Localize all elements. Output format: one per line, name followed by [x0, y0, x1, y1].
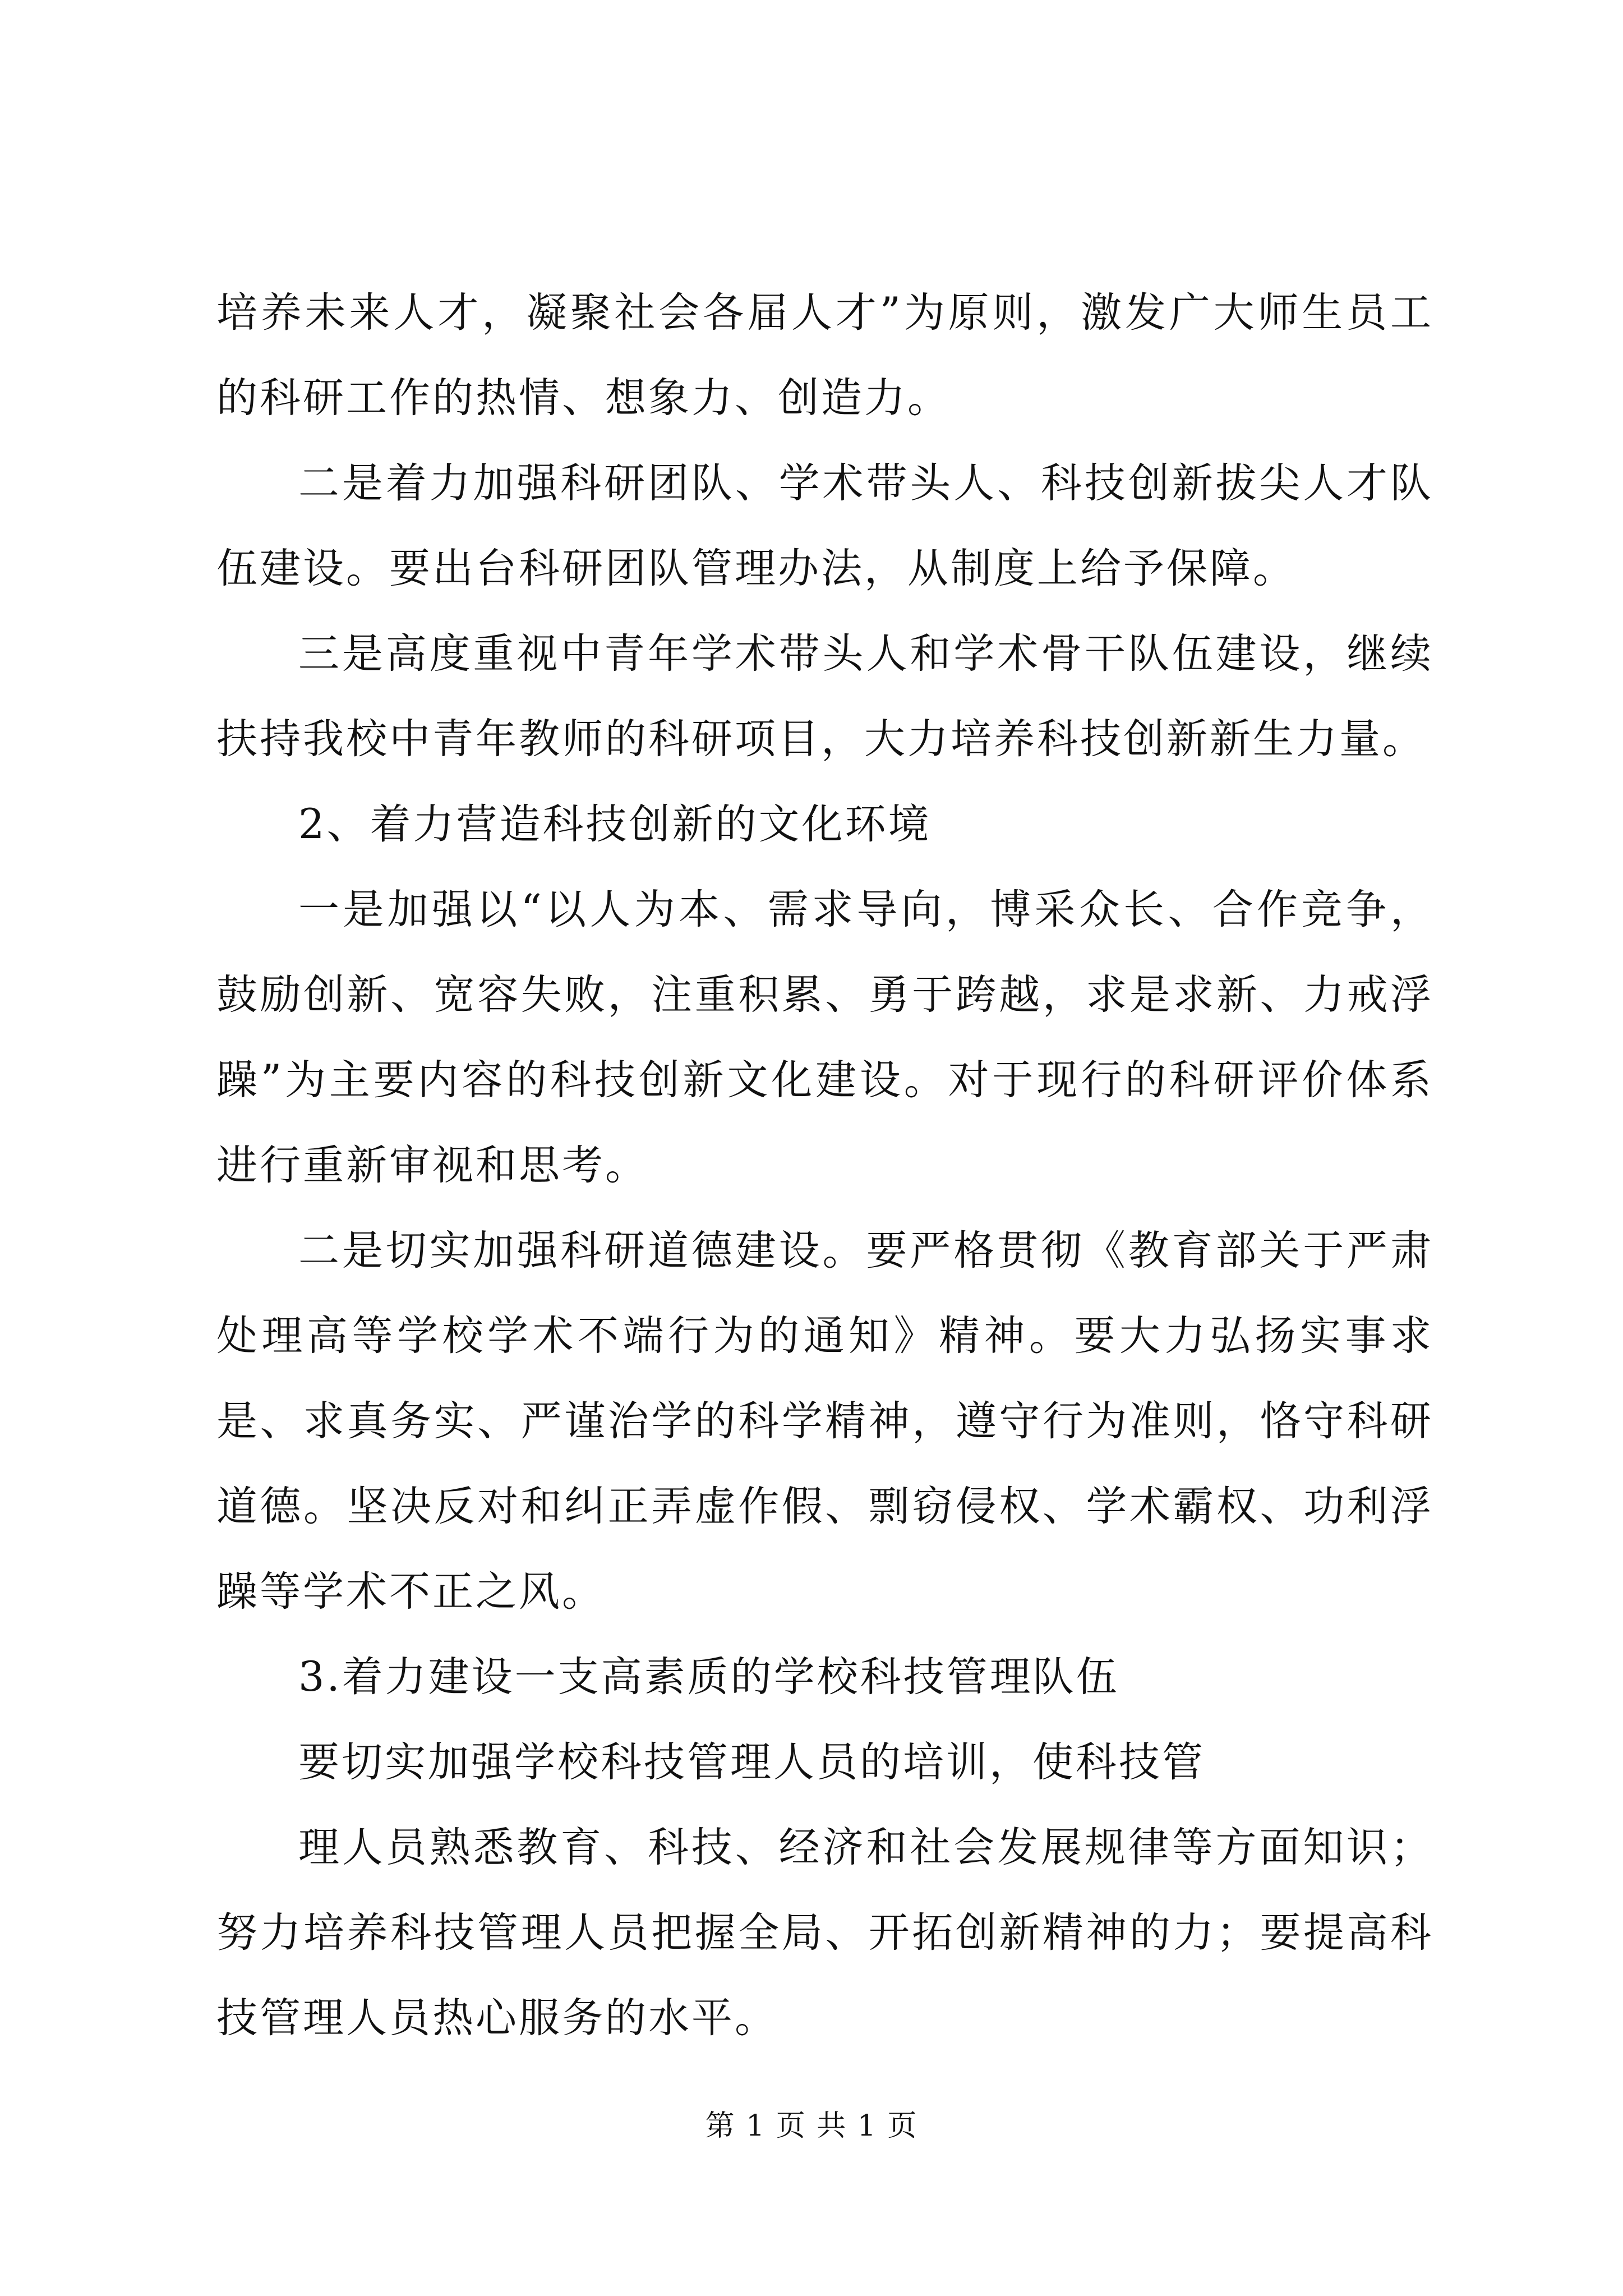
paragraph-1: 培养未来人才，凝聚社会各届人才”为原则，激发广大师生员工的科研工作的热情、想象力、创造力。: [216, 289, 1433, 422]
paragraph-4: 一是加强以“以人为本、需求导向，博采众长、合作竞争，鼓励创新、宽容失败，注重积累、勇于跨越，求是求新、力戒浮躁”为主要内容的科技创新文化建设。对于现行的科研评价体系进行重新审视和思考。: [216, 886, 1433, 1189]
paragraph-2: 二是着力加强科研团队、学术带头人、科技创新拔尖人才队伍建设。要出台科研团队管理办法，从制度上给予保障。: [216, 459, 1433, 592]
section-heading-3: 3.着力建设一支高素质的学校科技管理队伍: [298, 1653, 1119, 1701]
section-heading-2: 2、着力营造科技创新的文化环境: [298, 800, 932, 848]
page-number-footer: 第 1 页 共 1 页: [705, 2109, 918, 2143]
paragraph-3: 三是高度重视中青年学术带头人和学术骨干队伍建设，继续扶持我校中青年教师的科研项目，大力培养科技创新新生力量。: [216, 630, 1433, 763]
document-body: [216, 270, 1433, 2061]
paragraph-6: 要切实加强学校科技管理人员的培训，使科技管: [298, 1738, 1205, 1786]
paragraph-5: 二是切实加强科研道德建设。要严格贯彻《教育部关于严肃处理高等学校学术不端行为的通知》精神。要大力弘扬实事求是、求真务实、严谨治学的科学精神，遵守行为准则，恪守科研道德。坚决反对和纠正弄虚作假、剽窃侵权、学术霸权、功利浮躁等学术不正之风。: [216, 1227, 1433, 1616]
paragraph-7: 理人员熟悉教育、科技、经济和社会发展规律等方面知识；努力培养科技管理人员把握全局、开拓创新精神的力；要提高科技管理人员热心服务的水平。: [216, 1824, 1433, 2042]
